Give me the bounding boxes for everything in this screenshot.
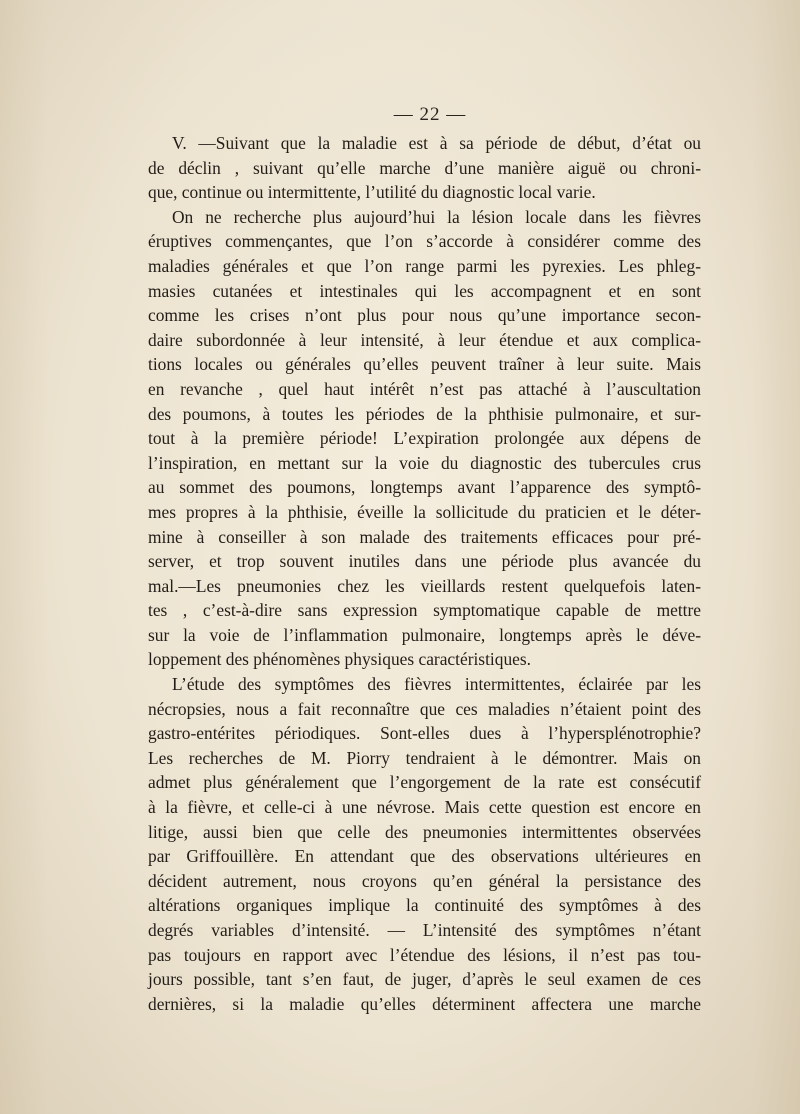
page-number: — 22 —: [393, 104, 467, 125]
text-line: masies cutanées et intestinales qui les accompagnent et en sont: [148, 280, 701, 301]
text-line: On ne recherche plus aujourd’hui la lésion locale dans les fièvres: [172, 206, 701, 227]
text-line: sur la voie de l’inflammation pulmonaire, longtemps après le déve-: [148, 624, 701, 645]
text-line: server, et trop souvent inutiles dans une période plus avancée du: [148, 551, 701, 572]
text-line: Les recherches de M. Piorry tendraient à le démontrer. Mais on: [148, 747, 701, 768]
text-line: tout à la première période! L’expiration prolongée aux dépens de: [148, 428, 701, 449]
text-line: dernières, si la maladie qu’elles déterminent affectera une marche: [148, 993, 701, 1014]
text-line: en revanche , quel haut intérêt n’est pas attaché à l’auscultation: [148, 378, 701, 399]
text-line: altérations organiques implique la continuité des symptômes à des: [148, 895, 701, 916]
text-line: V. —Suivant que la maladie est à sa période de début, d’état ou: [172, 133, 701, 153]
text-line: pas toujours en rapport avec l’étendue des lésions, il n’est pas tou-: [148, 944, 701, 965]
text-line: jours possible, tant s’en faut, de juger, d’après le seul examen de ces: [148, 969, 701, 990]
text-line: gastro-entérites périodiques. Sont-elles dues à l’hypersplénotrophie?: [148, 723, 701, 744]
text-line: mes propres à la phthisie, éveille la sollicitude du praticien et le déter-: [148, 501, 701, 522]
text-line: loppement des phénomènes physiques caractéristiques.: [148, 649, 531, 670]
text-line: litige, aussi bien que celle des pneumonies intermittentes observées: [148, 821, 701, 842]
text-line: l’inspiration, en mettant sur la voie du diagnostic des tubercules crus: [148, 452, 701, 473]
text-line: mal.—Les pneumonies chez les vieillards restent quelquefois laten-: [148, 575, 701, 596]
text-line: éruptives commençantes, que l’on s’accorde à considérer comme des: [148, 231, 701, 252]
text-line: de déclin , suivant qu’elle marche d’une manière aiguë ou chroni-: [148, 157, 701, 178]
text-line: au sommet des poumons, longtemps avant l’apparence des symptô-: [148, 477, 701, 498]
text-line: décident autrement, nous croyons qu’en général la persistance des: [148, 870, 701, 891]
text-line: que, continue ou intermittente, l’utilité du diagnostic local varie.: [148, 182, 596, 203]
text-line: admet plus généralement que l’engorgement de la rate est consécutif: [148, 772, 701, 793]
text-line: à la fièvre, et celle-ci à une névrose. Mais cette question est encore en: [148, 797, 701, 818]
text-line: nécropsies, nous a fait reconnaître que ces maladies n’étaient point des: [148, 698, 701, 719]
text-line: par Griffouillère. En attendant que des observations ultérieures en: [148, 846, 701, 867]
body-text: [148, 131, 701, 1016]
text-line: L’étude des symptômes des fièvres intermittentes, éclairée par les: [172, 674, 701, 695]
text-line: mine à conseiller à son malade des traitements efficaces pour pré-: [148, 526, 701, 547]
text-line: tes , c’est-à-dire sans expression symptomatique capable de mettre: [148, 600, 701, 621]
text-line: comme les crises n’ont plus pour nous qu’une importance secon-: [148, 305, 701, 326]
text-line: degrés variables d’intensité. — L’intensité des symptômes n’étant: [148, 920, 701, 940]
text-line: des poumons, à toutes les périodes de la phthisie pulmonaire, et sur-: [148, 403, 701, 424]
text-line: tions locales ou générales qu’elles peuvent traîner à leur suite. Mais: [148, 354, 701, 375]
text-line: daire subordonnée à leur intensité, à leur étendue et aux complica-: [148, 329, 701, 350]
text-line: maladies générales et que l’on range parmi les pyrexies. Les phleg-: [148, 255, 701, 276]
